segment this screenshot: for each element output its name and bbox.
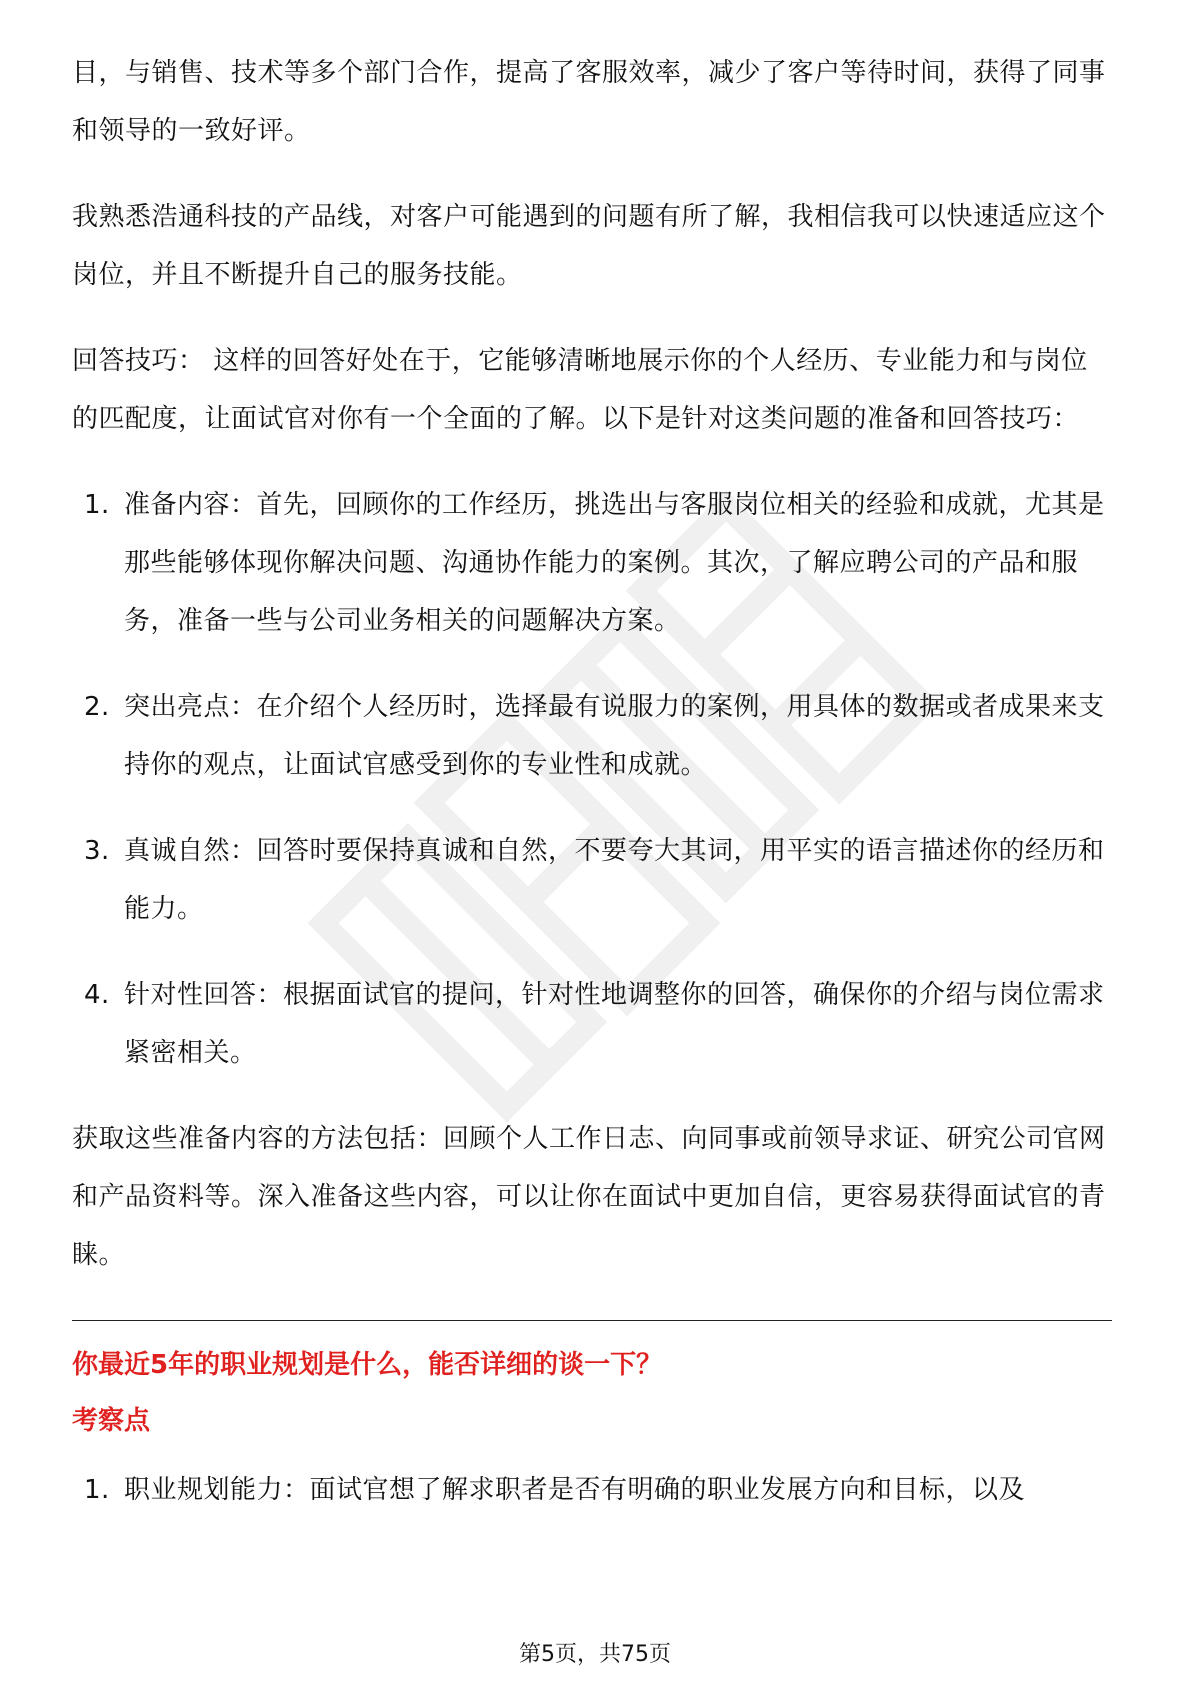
list-item-text: 准备内容：首先，回顾你的工作经历，挑选出与客服岗位相关的经验和成就，尤其是那些能够体现你解决问题、沟通协作能力的案例。其次，了解应聘公司的产品和服务，准备一些与公司业务相关的问题解决方案。 <box>124 490 1105 636</box>
list-item-number: 2. <box>84 692 110 722</box>
list-item-number: 3. <box>84 836 110 866</box>
paragraph-experience-end: 目，与销售、技术等多个部门合作，提高了客服效率，减少了客户等待时间，获得了同事和领导的一致好评。 <box>72 58 1106 146</box>
list-item-text: 针对性回答：根据面试官的提问，针对性地调整你的回答，确保你的介绍与岗位需求紧密相关。 <box>124 980 1105 1068</box>
list-item-text: 突出亮点：在介绍个人经历时，选择最有说服力的案例，用具体的数据或者成果来支持你的观点，让面试官感受到你的专业性和成就。 <box>124 692 1105 780</box>
tips-list <box>72 476 1112 1082</box>
list-item-text: 真诚自然：回答时要保持真诚和自然，不要夸大其词，用平实的语言描述你的经历和能力。 <box>124 836 1105 924</box>
question-heading: 你最近5年的职业规划是什么，能否详细的谈一下？ <box>72 1350 663 1380</box>
list-item <box>72 678 1112 794</box>
list-item-number: 1. <box>84 490 110 520</box>
list-item <box>72 1461 1112 1519</box>
paragraph-answer-tips: 回答技巧： 这样的回答好处在于，它能够清晰地展示你的个人经历、专业能力和与岗位的匹配度，让面试官对你有一个全面的了解。以下是针对这类问题的准备和回答技巧： <box>72 346 1088 434</box>
assessment-subheading: 考察点 <box>72 1406 151 1436</box>
section-divider <box>72 1320 1112 1321</box>
page-content <box>72 44 1112 1519</box>
page-number-footer: 第5页，共75页 <box>519 1642 671 1667</box>
paragraph-product-familiarity: 我熟悉浩通科技的产品线，对客户可能遇到的问题有所了解，我相信我可以快速适应这个岗位，并且不断提升自己的服务技能。 <box>72 202 1106 290</box>
list-item <box>72 822 1112 938</box>
list-item-number: 1. <box>84 1475 110 1505</box>
list-item-text: 职业规划能力：面试官想了解求职者是否有明确的职业发展方向和目标，以及 <box>124 1475 1026 1505</box>
assessment-points-list <box>72 1461 1112 1519</box>
list-item-number: 4. <box>84 980 110 1010</box>
paragraph-closing: 获取这些准备内容的方法包括：回顾个人工作日志、向同事或前领导求证、研究公司官网和产品资料等。深入准备这些内容，可以让你在面试中更加自信，更容易获得面试官的青睐。 <box>72 1124 1106 1270</box>
list-item <box>72 476 1112 650</box>
list-item <box>72 966 1112 1082</box>
